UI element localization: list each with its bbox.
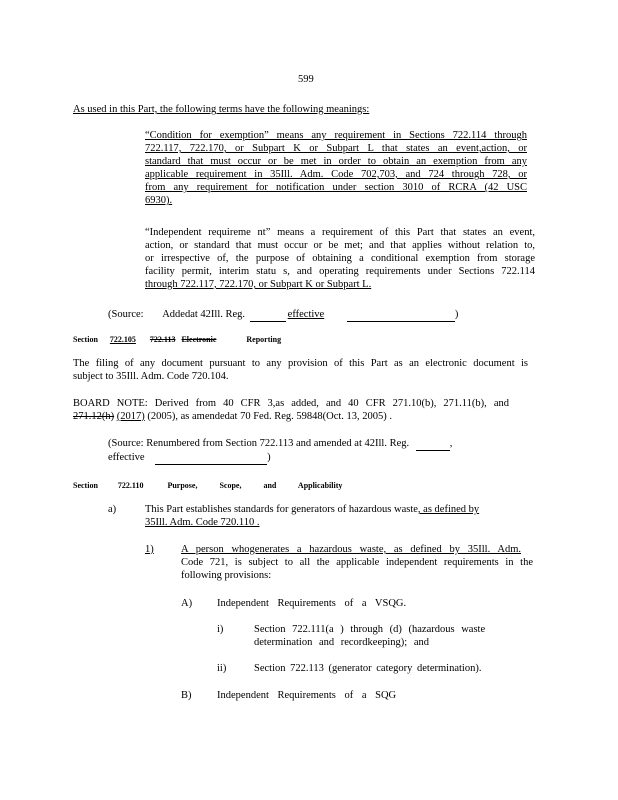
section-old-number: 722.113 <box>149 335 176 344</box>
filing-line: The filing of any document pursuant to any provision of this Part as an electronic document is <box>73 358 528 369</box>
source2-text: (Source: Renumbered from Section 722.113 and amended at 42Ill. Reg. <box>108 438 410 449</box>
blank-line <box>250 308 286 322</box>
para-1-marker: 1) <box>145 544 154 555</box>
section-label: Section <box>73 481 98 490</box>
para-i-line: Section 722.111(a ) through (d) (hazardous waste <box>254 624 486 635</box>
para-i-marker: i) <box>217 624 224 635</box>
def1-line: 722.117, 722.170, or Subpart K or Subpart L that states an event,action, or <box>145 143 527 154</box>
board-note-rest: (2005), as amendedat 70 Fed. Reg. 59848(Oct. 13, 2005) . <box>147 411 393 422</box>
definition-condition-for-exemption <box>145 129 527 207</box>
section-heading-722-105 <box>73 333 281 346</box>
source2-effective: effective <box>108 452 145 463</box>
def2-line: facility permit, interim statu s, and operating requirements under Sections 722.114 <box>145 266 535 277</box>
para-i-text <box>254 623 485 649</box>
def1-line: from any requirement for notification under section 3010 of RCRA (42 USC <box>145 182 527 193</box>
source-prefix: (Source: <box>108 309 144 320</box>
source2-comma: , <box>449 438 453 449</box>
def2-line: through 722.117, 722.170, or Subpart K or Subpart L. <box>145 279 372 290</box>
section-deleted-word: Electronic <box>181 335 217 344</box>
definition-independent-requirement <box>145 226 535 291</box>
para-a-line2: 35Ill. Adm. Code 720.110 . <box>145 517 260 528</box>
def1-line: applicable requirement in 35Ill. Adm. Code 702,703, and 724 through 728, or <box>145 169 527 180</box>
board-note-inserted: (2017) <box>116 411 145 422</box>
blank-line <box>155 451 267 465</box>
def1-line: standard that must occur or be met in order to obtain an exemption from any <box>145 156 527 167</box>
section-number: 722.110 <box>117 481 144 490</box>
source-text: Addedat 42Ill. Reg. <box>162 309 246 320</box>
para-1-line: Code 721, is subject to all the applicable independent requirements in the <box>181 557 533 568</box>
blank-line <box>416 437 450 451</box>
section-new-number: 722.105 <box>109 335 136 344</box>
source-note-2 <box>108 437 452 465</box>
para-A-marker: A) <box>181 598 193 609</box>
para-1-line: following provisions: <box>181 570 272 581</box>
para-ii-text: Section 722.113 (generator category determination). <box>254 663 482 674</box>
def2-line: or irrespective of, the purpose of obtaining a conditional exemption from storage <box>145 253 535 264</box>
def1-line: “Condition for exemption” means any requirement in Sections 722.114 through <box>145 130 527 141</box>
source2-close: ) <box>267 452 271 463</box>
para-i-line: determination and recordkeeping); and <box>254 637 429 648</box>
source-note-1 <box>108 308 458 322</box>
para-1-text <box>181 543 533 582</box>
intro-text: As used in this Part, the following terms have the following meanings: <box>73 104 370 115</box>
source-close: ) <box>454 309 459 320</box>
def2-line: “Independent requireme nt” means a requirement of this Part that states an event, <box>145 227 535 238</box>
section-label: Section <box>73 335 98 344</box>
para-A-text: Independent Requirements of a VSQG. <box>217 598 407 609</box>
para-B-marker: B) <box>181 690 192 701</box>
blank-line <box>347 308 455 322</box>
para-B-text: Independent Requirements of a SQG <box>217 690 397 701</box>
filing-line: subject to 35Ill. Adm. Code 720.104. <box>73 371 229 382</box>
section-heading-722-110 <box>73 479 342 492</box>
page-number: 599 <box>298 74 314 85</box>
board-note-line-1: BOARD NOTE: Derived from 40 CFR 3,as added, and 40 CFR 271.10(b), 271.11(b), and <box>73 398 509 409</box>
para-a-text <box>145 503 479 529</box>
filing-paragraph <box>73 357 528 383</box>
board-note-deleted: 271.12(h) <box>73 411 115 422</box>
source-effective: effective <box>287 309 325 320</box>
section-title: Reporting <box>246 335 282 344</box>
board-note <box>73 397 509 423</box>
para-a-marker: a) <box>108 504 117 515</box>
para-a-line1: This Part establishes standards for generators of hazardous waste <box>145 504 418 515</box>
para-a-inserted: , as defined by <box>417 504 480 515</box>
def2-line: action, or standard that must occur or be met; and that applies without relation to, <box>145 240 535 251</box>
section-title: Purpose, Scope, and Applicability <box>167 481 343 490</box>
def1-line: 6930). <box>145 195 173 206</box>
para-ii-marker: ii) <box>217 663 227 674</box>
para-1-line: A person whogenerates a hazardous waste, as defined by 35Ill. Adm. <box>181 544 521 555</box>
